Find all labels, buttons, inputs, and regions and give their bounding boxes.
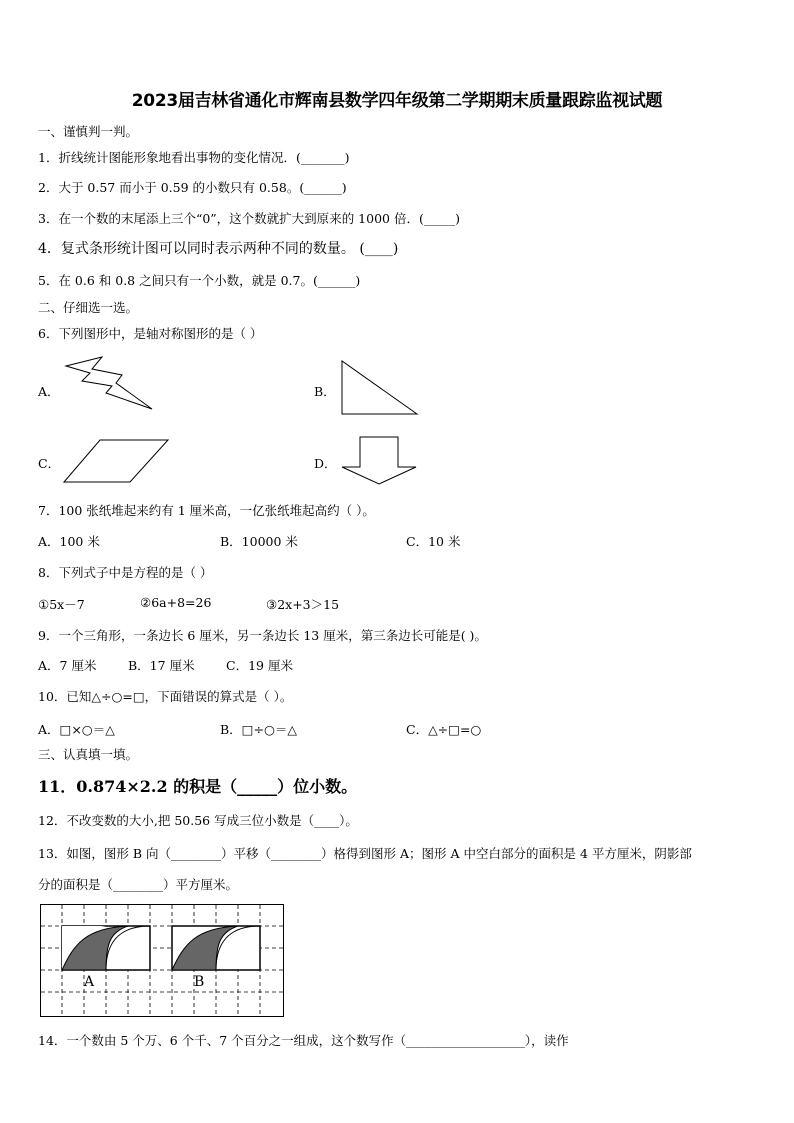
q7-option-b: B．10000 米 bbox=[220, 534, 298, 549]
section-heading-2: 二、仔细选一选。 bbox=[38, 300, 139, 315]
q10-option-a: A．□×○＝△ bbox=[38, 722, 115, 737]
page-title: 2023届吉林省通化市辉南县数学四年级第二学期期末质量跟踪监视试题 bbox=[131, 91, 663, 111]
question-12: 12．不改变数的大小,把 50.56 写成三位小数是（____）。 bbox=[38, 813, 358, 828]
section-heading-1: 一、谨慎判一判。 bbox=[38, 124, 139, 139]
q10-option-b: B．□÷○＝△ bbox=[220, 722, 297, 737]
translation-grid-figure bbox=[40, 904, 285, 1018]
section-heading-3: 三、认真填一填。 bbox=[38, 747, 139, 762]
question-13-line-1: 13．如图，图形 B 向（________）平移（________）格得到图形 A；图形 A 中空白部分的面积是 4 平方厘米，阴影部 bbox=[38, 846, 692, 861]
question-6: 6．下列图形中，是轴对称图形的是（ ） bbox=[38, 326, 263, 341]
q7-option-a: A．100 米 bbox=[38, 534, 100, 549]
question-13-line-2: 分的面积是（________）平方厘米。 bbox=[38, 877, 239, 892]
q6-option-b-label: B． bbox=[314, 384, 336, 399]
question-2: 2．大于 0.57 而小于 0.59 的小数只有 0.58。(______) bbox=[38, 180, 347, 195]
question-8: 8．下列式子中是方程的是（ ） bbox=[38, 565, 213, 580]
question-3: 3．在一个数的末尾添上三个“0”，这个数就扩大到原来的 1000 倍．(_____) bbox=[38, 211, 460, 226]
q8-option-1: ①5x－7 bbox=[38, 597, 85, 612]
q6-option-c-label: C． bbox=[38, 456, 61, 471]
q6-option-a-label: A． bbox=[38, 384, 60, 399]
q9-option-c: C．19 厘米 bbox=[226, 658, 293, 673]
shape-a-label: A bbox=[84, 974, 95, 990]
question-5: 5．在 0.6 和 0.8 之间只有一个小数，就是 0.7。(______) bbox=[38, 273, 361, 288]
q9-option-b: B．17 厘米 bbox=[128, 658, 195, 673]
shape-b-label: B bbox=[194, 974, 205, 990]
q8-option-2: ②6a+8=26 bbox=[140, 595, 212, 610]
lightning-figure bbox=[64, 356, 156, 412]
question-10: 10．已知△÷○=□，下面错误的算式是（ ）。 bbox=[38, 689, 293, 704]
q8-option-3: ③2x+3＞15 bbox=[266, 597, 340, 612]
down-arrow-figure bbox=[340, 436, 420, 486]
question-14: 14．一个数由 5 个万、6 个千、7 个百分之一组成，这个数写作（___________________），读作 bbox=[38, 1033, 569, 1048]
q9-option-a: A．7 厘米 bbox=[38, 658, 97, 673]
question-7: 7．100 张纸堆起来约有 1 厘米高，一亿张纸堆起高约（ ）。 bbox=[38, 503, 375, 518]
question-11: 11．0.874×2.2 的积是（_____）位小数。 bbox=[38, 777, 358, 796]
q6-option-d-label: D． bbox=[314, 456, 337, 471]
question-4: 4．复式条形统计图可以同时表示两种不同的数量。 (____) bbox=[38, 241, 399, 257]
q10-option-c: C．△÷□=○ bbox=[406, 722, 482, 737]
triangle-figure bbox=[340, 360, 420, 416]
parallelogram-figure bbox=[62, 438, 170, 484]
question-1: 1．折线统计图能形象地看出事物的变化情况．(_______) bbox=[38, 150, 350, 165]
q7-option-c: C．10 米 bbox=[406, 534, 461, 549]
question-9: 9．一个三角形，一条边长 6 厘米，另一条边长 13 厘米，第三条边长可能是( )。 bbox=[38, 628, 487, 643]
